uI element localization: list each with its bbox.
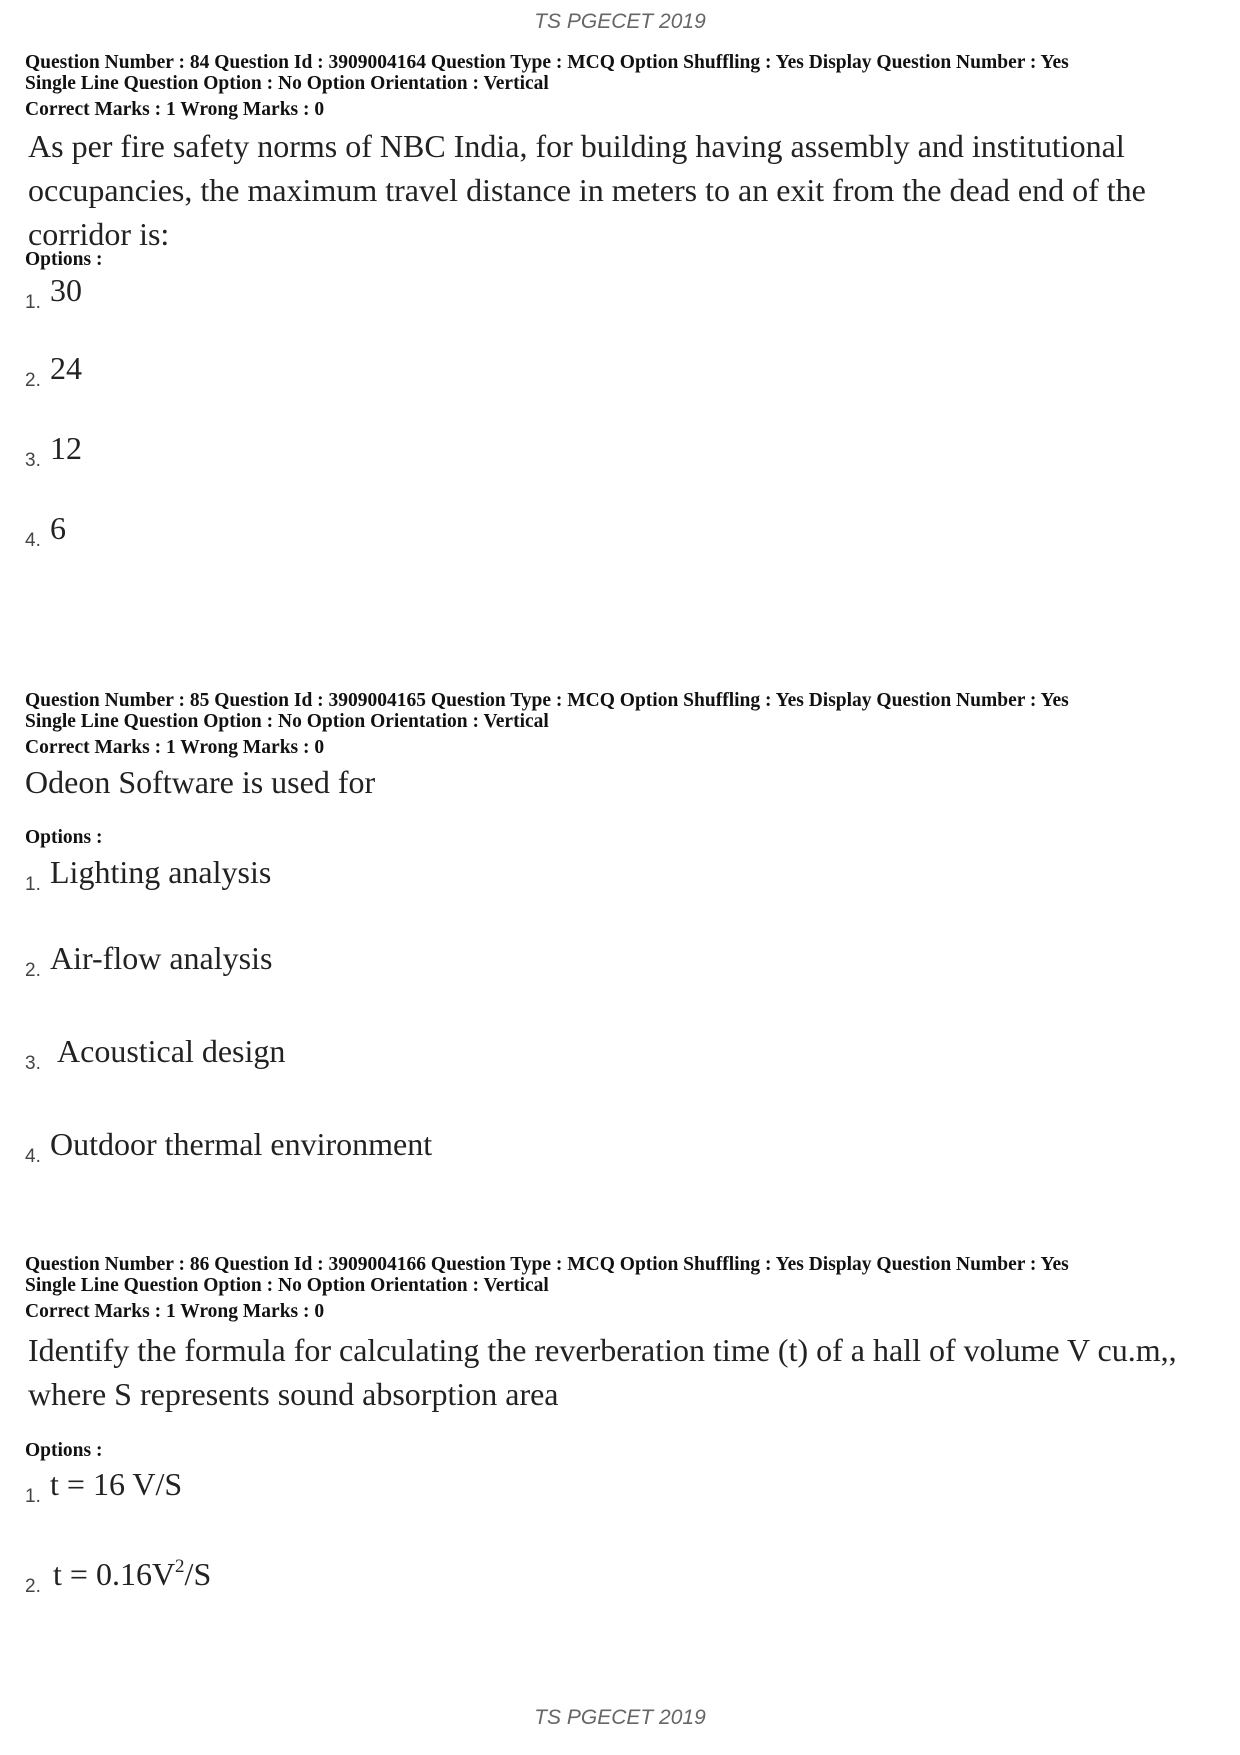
question-text: Odeon Software is used for <box>25 764 376 800</box>
formula-base: t = 0.16V <box>53 1556 176 1592</box>
option-number: 4. <box>25 1146 41 1167</box>
question-meta-line: Question Number : 85 Question Id : 3909004165 Question Type : MCQ Option Shuffling : Yes Display Question Number : Yes <box>25 690 1069 711</box>
question-marks: Correct Marks : 1 Wrong Marks : 0 <box>25 99 325 120</box>
option-text: Lighting analysis <box>50 854 272 890</box>
option-text: Outdoor thermal environment <box>50 1126 433 1162</box>
question-text: Identify the formula for calculating the reverberation time (t) of a hall of volume V cu.m,, where S represents sound absorption area <box>28 1332 1177 1412</box>
option-text: t = 16 V/S <box>50 1466 183 1502</box>
option-number: 3. <box>25 1053 41 1074</box>
options-label: Options : <box>25 1440 103 1461</box>
question-text: As per fire safety norms of NBC India, for building having assembly and institutional occupancies, the maximum travel distance in meters to an exit from the dead end of the corridor is: <box>28 128 1146 252</box>
formula-tail: /S <box>184 1556 212 1592</box>
question-meta-line: Single Line Question Option : No Option Orientation : Vertical <box>25 73 549 94</box>
option-text: 24 <box>50 350 82 386</box>
option-text: 12 <box>50 430 82 466</box>
question-86 <box>25 1254 1215 1614</box>
option-text-formula <box>53 1556 211 1593</box>
option-number: 1. <box>25 874 41 895</box>
option-text: 6 <box>50 510 66 546</box>
option-number: 2. <box>25 960 41 981</box>
option-number: 2. <box>25 1576 41 1597</box>
option-number: 1. <box>25 292 41 313</box>
options-label: Options : <box>25 249 103 270</box>
options-label: Options : <box>25 827 103 848</box>
option-text: 30 <box>50 272 82 308</box>
question-meta-line: Question Number : 86 Question Id : 3909004166 Question Type : MCQ Option Shuffling : Yes Display Question Number : Yes <box>25 1254 1069 1275</box>
formula-exponent: 2 <box>175 1556 185 1577</box>
question-marks: Correct Marks : 1 Wrong Marks : 0 <box>25 1301 325 1322</box>
question-meta-line: Question Number : 84 Question Id : 3909004164 Question Type : MCQ Option Shuffling : Yes Display Question Number : Yes <box>25 52 1069 73</box>
page-header: TS PGECET 2019 <box>534 10 706 33</box>
option-text: Air-flow analysis <box>50 940 273 976</box>
question-marks: Correct Marks : 1 Wrong Marks : 0 <box>25 737 325 758</box>
option-number: 2. <box>25 370 41 391</box>
option-text: Acoustical design <box>57 1033 286 1069</box>
option-number: 1. <box>25 1486 41 1507</box>
question-meta-line: Single Line Question Option : No Option Orientation : Vertical <box>25 1275 549 1296</box>
question-meta-line: Single Line Question Option : No Option Orientation : Vertical <box>25 711 549 732</box>
question-85 <box>25 690 1215 1190</box>
option-number: 3. <box>25 450 41 471</box>
option-number: 4. <box>25 530 41 551</box>
question-84 <box>25 52 1215 622</box>
page-footer: TS PGECET 2019 <box>534 1706 706 1729</box>
